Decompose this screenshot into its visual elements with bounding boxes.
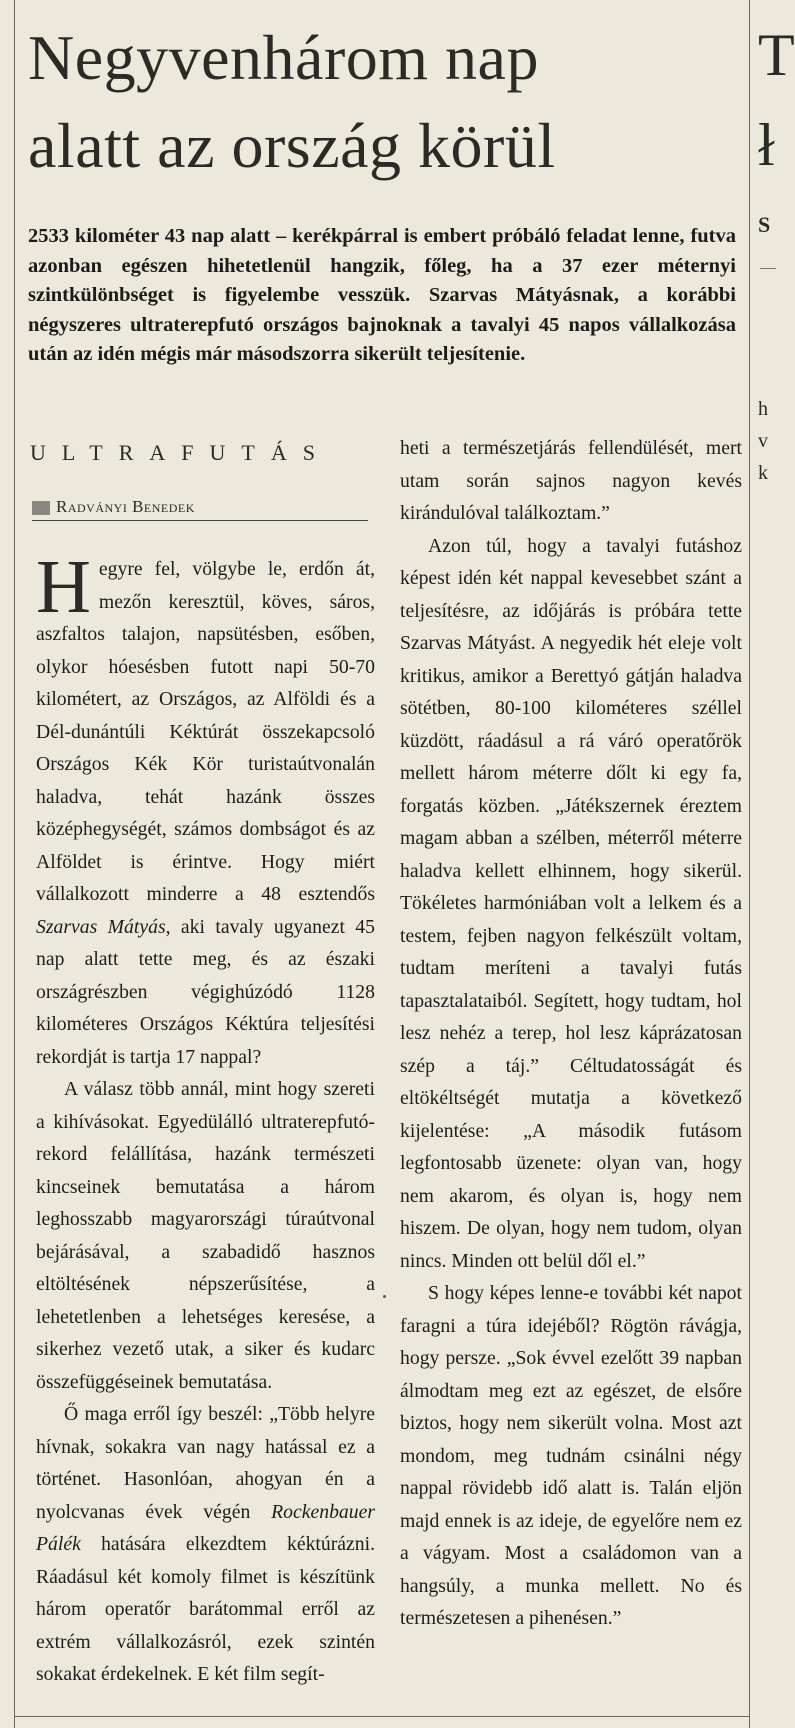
paragraph-continued: heti a természetjárás fellendülését, mert utam során sajnos nagyon kevés kirándulóval találkoztam.”: [400, 437, 742, 524]
article-headline: [28, 14, 748, 190]
adjacent-divider: [760, 268, 776, 269]
adjacent-fragment-3: S: [758, 212, 771, 237]
paragraph-1-end: , aki tavaly ugyanezt 45 nap alatt tette meg, és az északi országrészben végighúzódó 1128 kilométeres Országos Kéktúra teljesítési rekordját is tartja 17 nappal?: [36, 915, 375, 1068]
paragraph-1-text: egyre fel, völgybe le, erdőn át, mezőn keresztül, köves, sáros, aszfaltos talajon, napsütésben, esőben, olykor hóesésben futott napi 50-70 kilométert, az Országos, az Alföldi és a Dél-dunántúli Kéktúrát összekapcsoló Országos Kék Kör turistaútvonalán haladva, tehát hazánk összes középhegységét, számos dombságot és az Alföldet is érintve. Hogy miért vállalkozott minderre a 48 esztendős: [36, 558, 375, 905]
article-lead: 2533 kilométer 43 nap alatt – kerékpárral is embert próbáló feladat lenne, futva azonban egészen hihetetlenül hangzik, főleg, ha a 37 ezer méternyi szintkülönbséget is figyelembe vesszük. Szarvas Mátyásnak, a korábbi négyszeres ultraterepfutó országos bajnoknak a tavalyi 45 napos vállalkozása után az idén mégis már másodszorra sikerült teljesítenie.: [28, 225, 736, 366]
byline-marker-icon: [32, 501, 50, 515]
column-left: [36, 545, 375, 1691]
adjacent-fragment-5: v: [758, 430, 768, 452]
person-name-italic: Szarvas Mátyás: [36, 915, 166, 938]
paragraph-5: S hogy képes lenne-e további két napot faragni a túra idejéből? Rögtön rávágja, hogy persze. „Sok évvel ezelőtt 39 napban álmodtam meg ezt az egészet, de elsőre biztos, hogy nem sikerült volna. Most azt mondom, meg tudnám csinálni négy nappal rövidebb idő alatt is. Talán eljön majd ennek is az ideje, de egyelőre nem ez a vágyam. Most a családomon van a hangsúly, a munka mellett. No és természetesen a pihenésen.”: [400, 1282, 742, 1629]
author-byline: Radványi Benedek: [56, 497, 195, 516]
adjacent-fragment-2: ł: [758, 112, 775, 178]
byline-bar: [32, 498, 368, 521]
paragraph-2: A válasz több annál, mint hogy szereti a kihívásokat. Egyedülálló ultraterepfutó-rekord felállítása, hazánk természeti kincseinek bemutatása a három leghosszabb magyarországi túraútvonal bejárásával, a szabadidő hasznos eltöltésének népszerűsítése, a lehetetlenben a lehetséges keresése, a sikerhez vezető utak, a siker és kudarc összefüggéseinek bemutatása.: [36, 1078, 375, 1393]
section-kicker: ULTRAFUTÁS: [30, 440, 331, 465]
adjacent-page-strip: [752, 0, 795, 1728]
reference-name-italic: Rockenbauer Pálék: [36, 1500, 375, 1555]
headline-line-1: Negyvenhárom nap: [28, 22, 539, 93]
adjacent-fragment-6: k: [758, 462, 768, 484]
paragraph-1: [36, 545, 375, 1073]
left-column-rule: [14, 0, 15, 1728]
paragraph-4: Azon túl, hogy a tavalyi futáshoz képest idén két nappal kevesebbet szánt a teljesítésre, az időjárás is próbára tette Szarvas Mátyást. A negyedik hét eleje volt kritikus, amikor a Berettyó gátján haladva sötétben, 80-100 kilométeres széllel küzdött, ráadásul a rá váró operatőrök mellett három méterre dőlt ki egy fa, forgatás közben. „Játékszernek éreztem magam abban a szélben, méterről méterre haladva kellett elhinnem, hogy sikerül. Tökéletes harmóniában volt a lelkem és a testem, fejben nagyon felkészült voltam, tudtam meríteni a tavalyi futás tapasztalataiból. Segített, hogy tudtam, hol lesz nehéz a terep, hol lesz káprázatosan szép a táj.” Céltudatosságát és eltökéltségét mutatja a következő kijelentése: „A második futásom legfontosabb üzenete: olyan van, hogy nem akarom, és olyan is, hogy nem hiszem. De olyan, hogy nem tudom, olyan nincs. Minden ott belül dől el.”: [400, 534, 742, 1272]
column-right: [400, 432, 742, 1635]
adjacent-fragment-4: h: [758, 398, 768, 420]
drop-cap: H: [36, 545, 91, 629]
paragraph-3-text: Ő maga erről így beszél: „Több helyre hívnak, sokakra van nagy hatással ez a történet. Hasonlóan, ahogyan én a nyolcvanas évek végén: [36, 1403, 375, 1523]
print-speck: [383, 1295, 386, 1298]
paragraph-3-end: hatására elkezdtem kéktúrázni. Ráadásul két komoly filmet is készítünk három operatőr barátommal erről az extrém vállalkozásról, ezek szintén sokakat érdekelnek. E két film segít-: [36, 1533, 375, 1685]
right-column-rule: [749, 0, 750, 1728]
bottom-rule: [14, 1716, 750, 1717]
adjacent-fragment-1: T: [758, 22, 795, 88]
paragraph-3: [36, 1398, 375, 1691]
headline-line-2: alatt az ország körül: [28, 110, 556, 181]
